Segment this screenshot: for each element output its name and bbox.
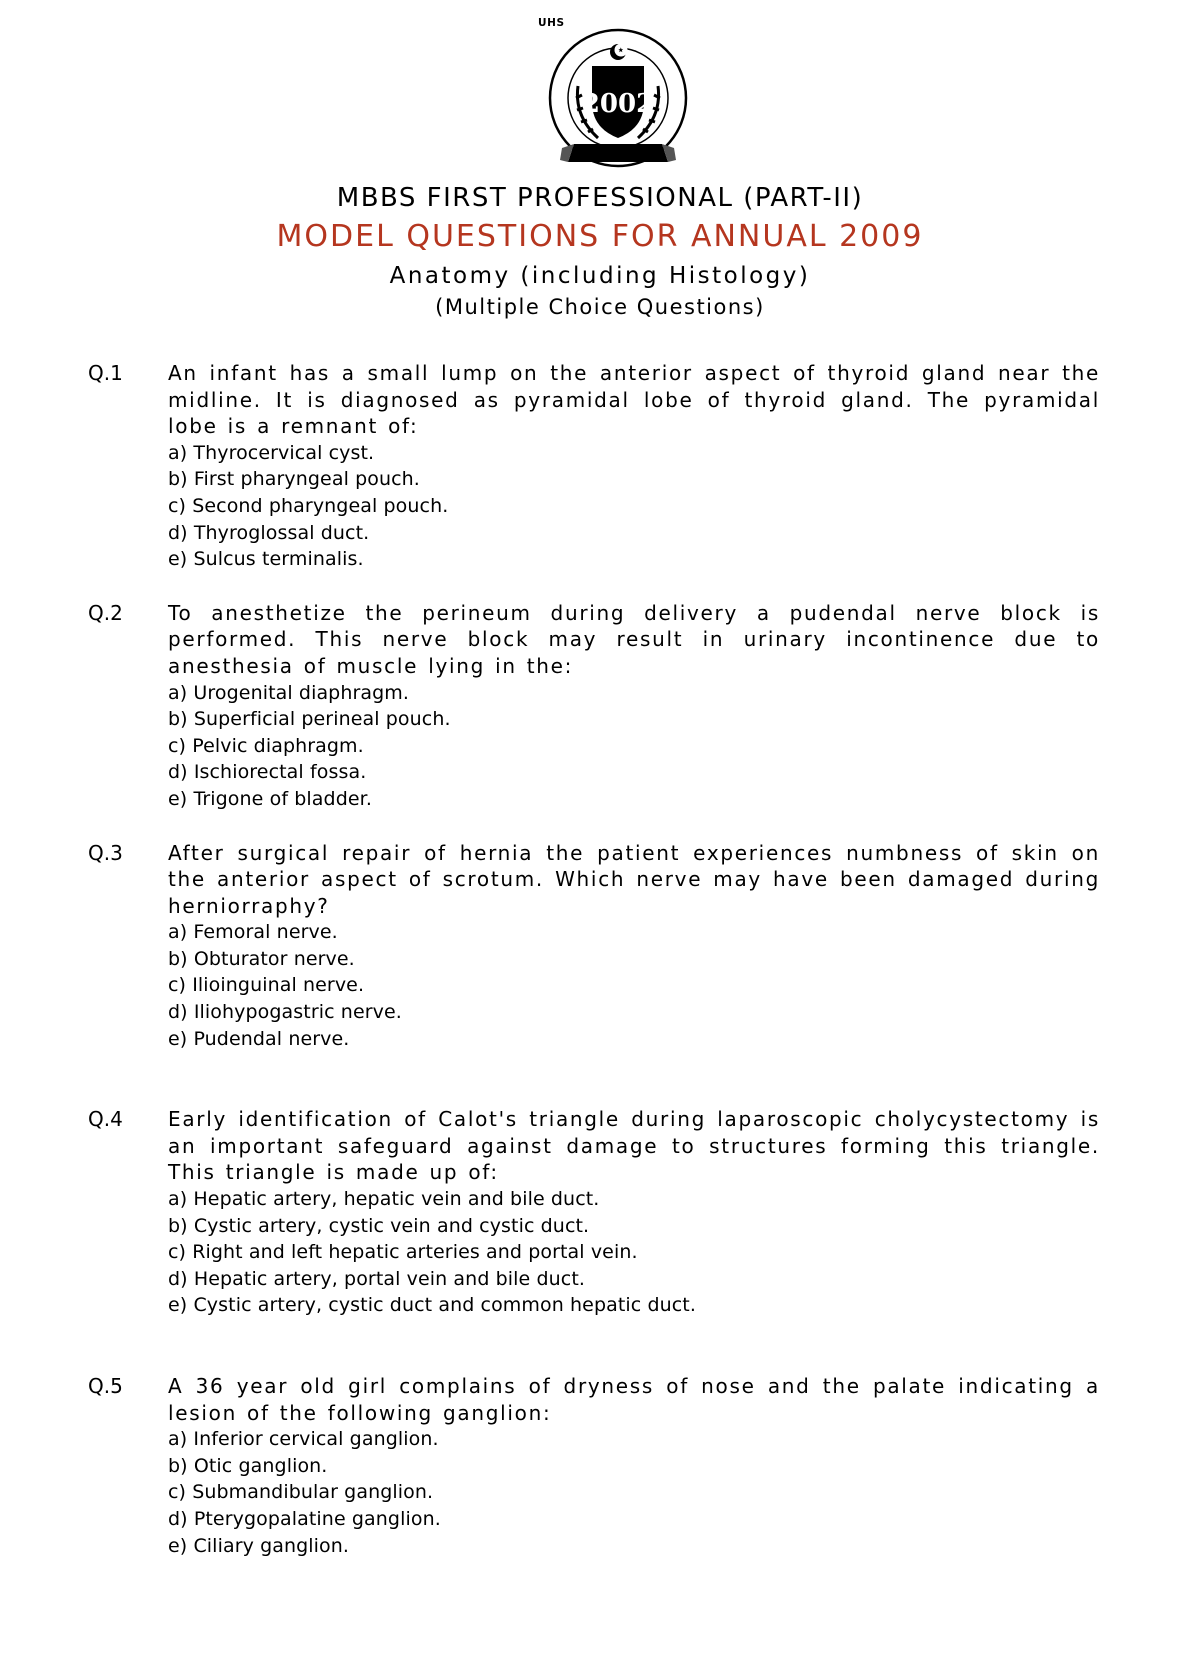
- question-number: Q.4: [88, 1107, 123, 1132]
- question-stem: After surgical repair of hernia the patient experiences numbness of skin on the anterior aspect of scrotum. Which nerve may have been damaged during herniorraphy?: [168, 840, 1100, 918]
- answer-options: [168, 680, 1100, 813]
- option-e: e) Trigone of bladder.: [168, 787, 372, 810]
- question-4: [88, 1106, 1100, 1319]
- question-stem: To anesthetize the perineum during delivery a pudendal nerve block is performed. This nerve block may result in urinary incontinence due to anesthesia of muscle lying in the:: [168, 600, 1100, 678]
- question-3: [88, 840, 1100, 1053]
- university-seal-logo: [538, 17, 698, 176]
- option-e: e) Sulcus terminalis.: [168, 548, 364, 571]
- question-list: [0, 360, 1200, 1559]
- svg-text:2002: 2002: [581, 89, 655, 119]
- question-type-subtitle: (Multiple Choice Questions): [435, 295, 765, 319]
- option-d: d) Pterygopalatine ganglion.: [168, 1507, 441, 1530]
- option-b: b) First pharyngeal pouch.: [168, 468, 420, 491]
- question-5: [88, 1373, 1100, 1559]
- option-a: a) Hepatic artery, hepatic vein and bile duct.: [168, 1188, 600, 1211]
- option-c: c) Ilioinguinal nerve.: [168, 974, 365, 997]
- question-1: [88, 360, 1100, 573]
- svg-text:UHS: UHS: [538, 17, 565, 29]
- option-b: b) Cystic artery, cystic vein and cystic duct.: [168, 1214, 590, 1237]
- option-e: e) Cystic artery, cystic duct and common hepatic duct.: [168, 1294, 697, 1317]
- question-number: Q.5: [88, 1374, 123, 1398]
- option-a: a) Femoral nerve.: [168, 921, 338, 944]
- option-a: a) Urogenital diaphragm.: [168, 681, 410, 704]
- question-stem: An infant has a small lump on the anterior aspect of thyroid gland near the midline. It is diagnosed as pyramidal lobe of thyroid gland. The pyramidal lobe is a remnant of:: [168, 361, 1100, 439]
- option-e: e) Pudendal nerve.: [168, 1027, 350, 1050]
- exam-title: MBBS FIRST PROFESSIONAL (PART-II): [336, 183, 864, 213]
- question-stem: Early identification of Calot's triangle during laparoscopic cholycystectomy is an important safeguard against damage to structures forming this triangle. This triangle is made up of:: [168, 1107, 1100, 1185]
- document-header: [0, 180, 1200, 322]
- answer-options: [168, 1186, 1100, 1319]
- question-number: Q.3: [88, 840, 123, 865]
- question-2: [88, 600, 1100, 813]
- option-b: b) Otic ganglion.: [168, 1454, 328, 1477]
- option-c: c) Second pharyngeal pouch.: [168, 494, 449, 517]
- answer-options: [168, 919, 1100, 1052]
- option-d: d) Thyroglossal duct.: [168, 521, 370, 544]
- option-c: c) Right and left hepatic arteries and portal vein.: [168, 1241, 638, 1264]
- option-d: d) Iliohypogastric nerve.: [168, 1001, 402, 1024]
- question-stem: A 36 year old girl complains of dryness of nose and the palate indicating a lesion of the following ganglion:: [168, 1374, 1100, 1425]
- option-d: d) Hepatic artery, portal vein and bile duct.: [168, 1267, 586, 1290]
- option-b: b) Obturator nerve.: [168, 947, 355, 970]
- question-number: Q.2: [88, 600, 123, 625]
- option-c: c) Pelvic diaphragm.: [168, 734, 364, 757]
- option-d: d) Ischiorectal fossa.: [168, 761, 367, 784]
- model-questions-title: MODEL QUESTIONS FOR ANNUAL 2009: [276, 219, 924, 254]
- subject-title: Anatomy (including Histology): [389, 263, 811, 289]
- option-c: c) Submandibular ganglion.: [168, 1481, 434, 1504]
- option-b: b) Superficial perineal pouch.: [168, 708, 451, 731]
- answer-options: [168, 440, 1100, 573]
- answer-options: [168, 1426, 1100, 1559]
- question-number: Q.1: [88, 361, 123, 385]
- option-a: a) Thyrocervical cyst.: [168, 441, 375, 464]
- option-a: a) Inferior cervical ganglion.: [168, 1428, 439, 1451]
- option-e: e) Ciliary ganglion.: [168, 1534, 350, 1557]
